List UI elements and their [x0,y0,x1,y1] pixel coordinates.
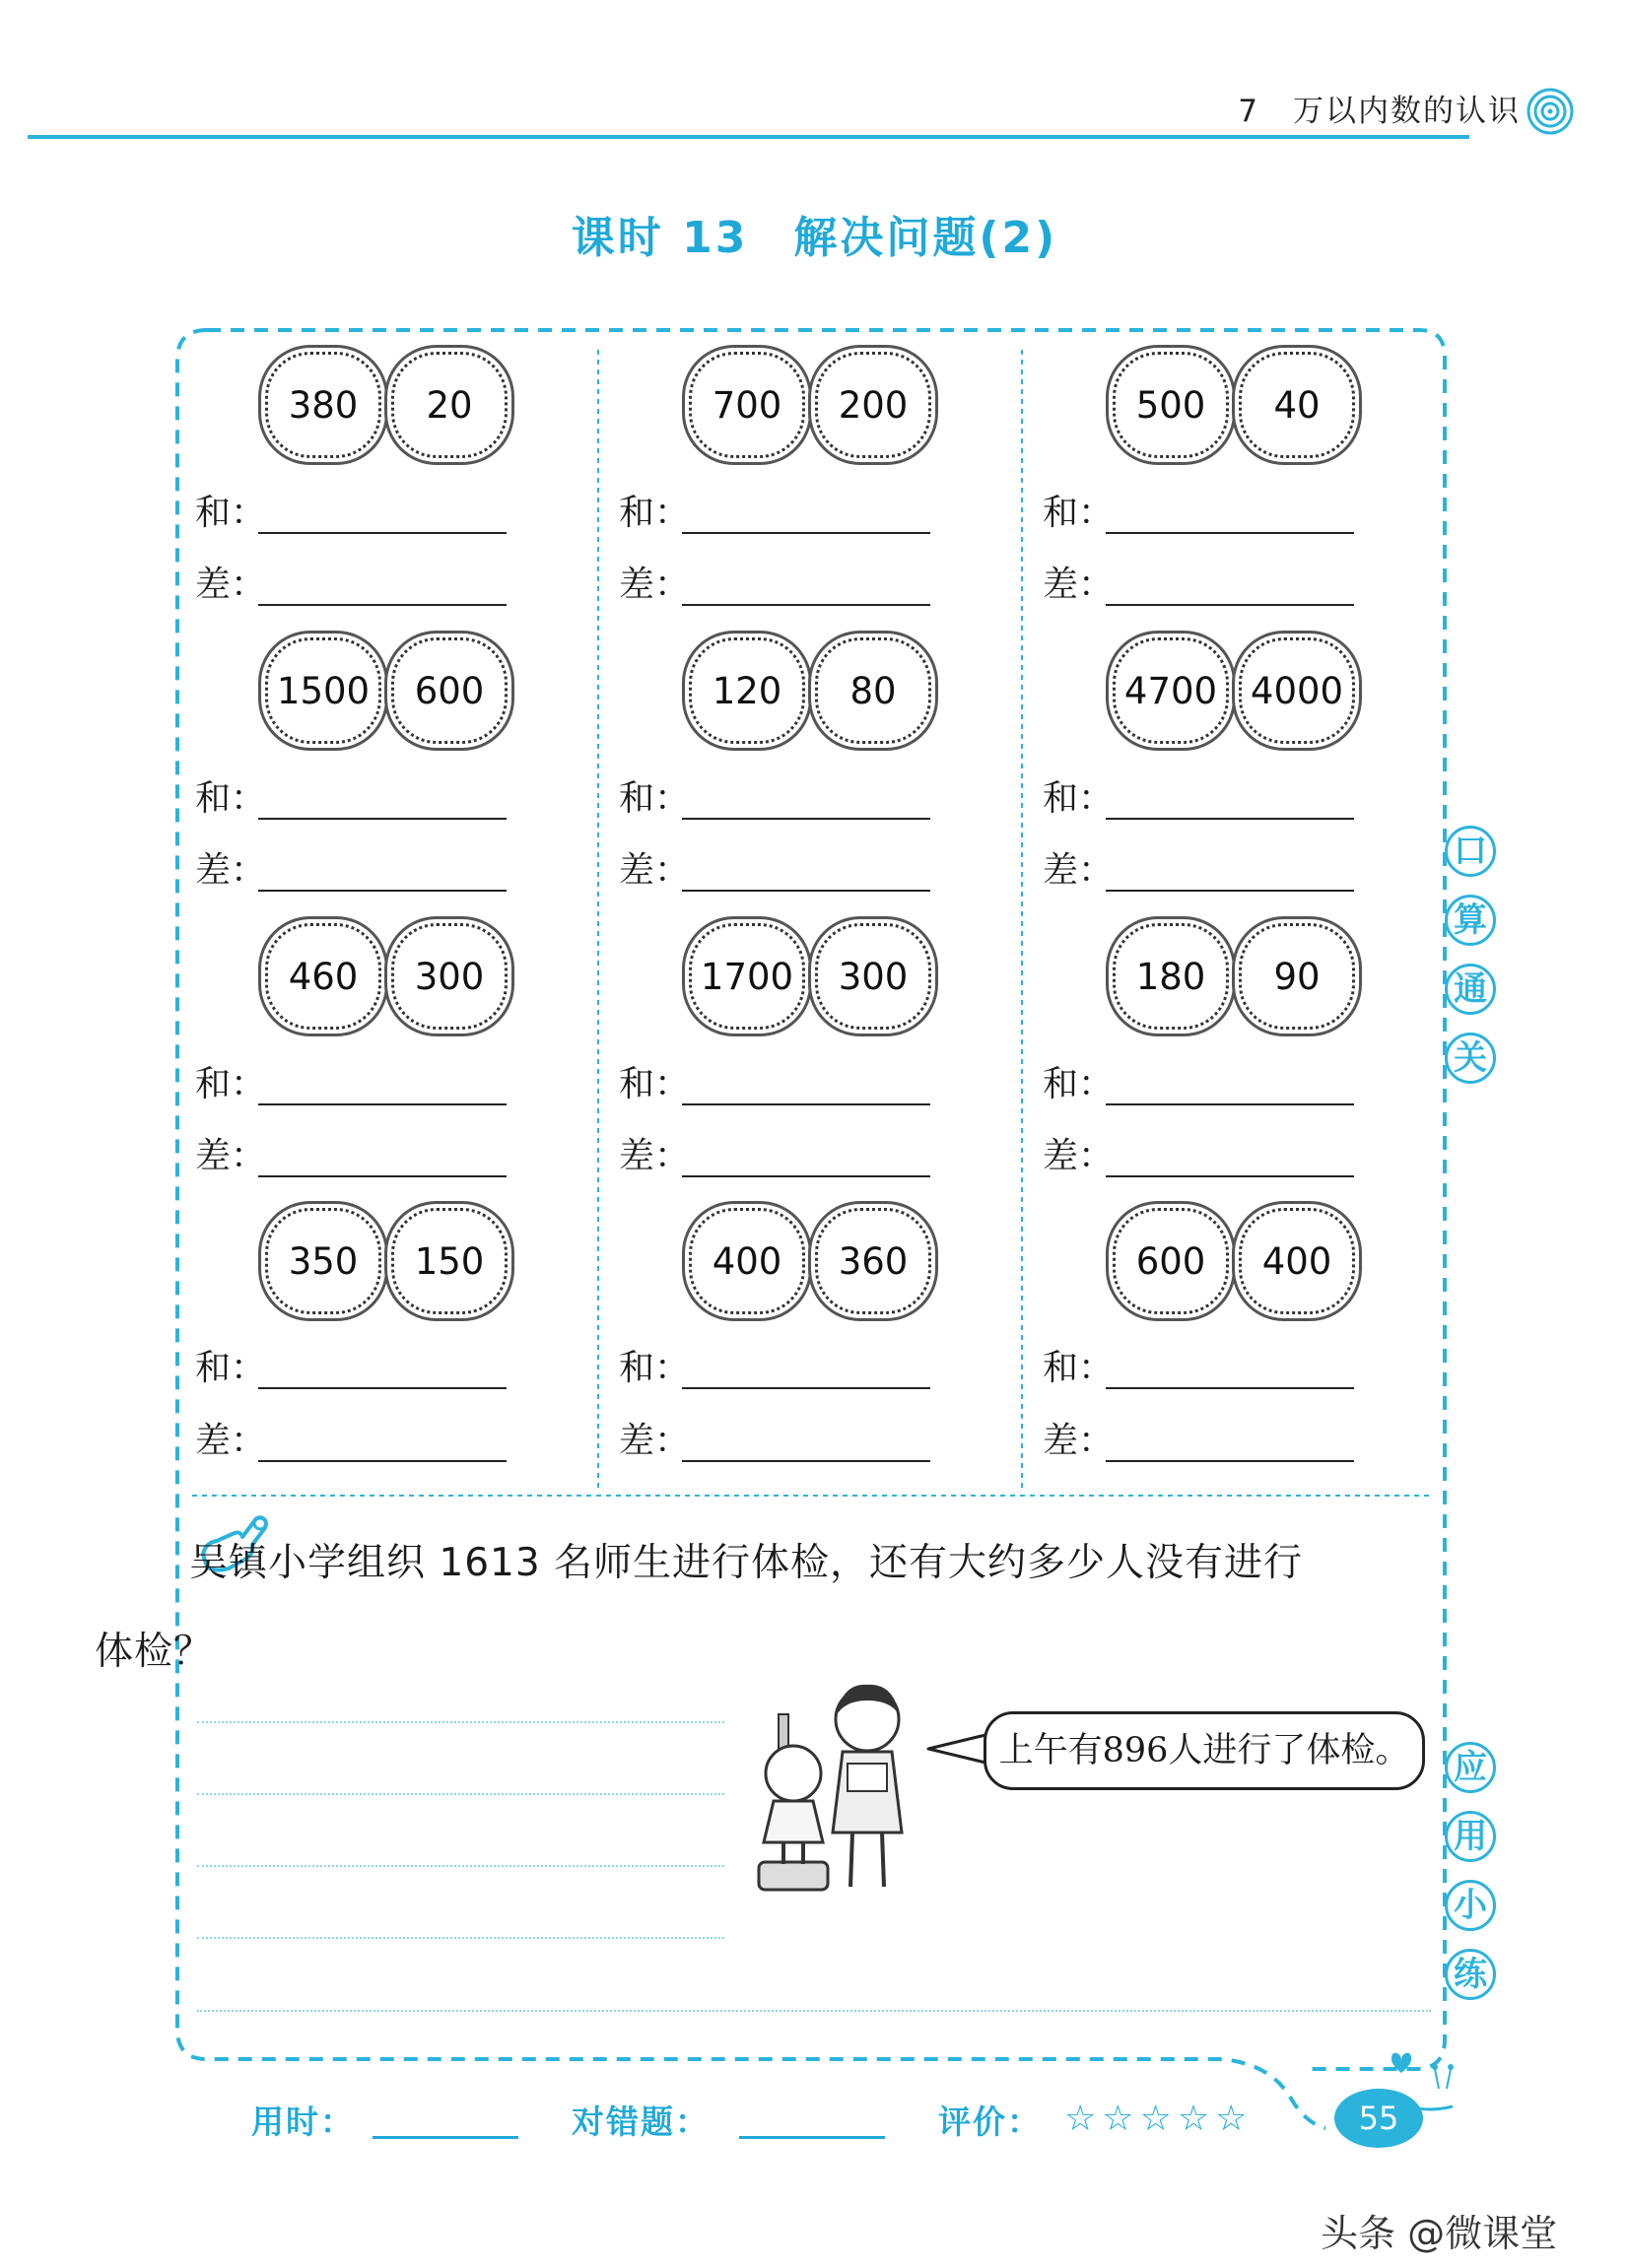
sum-answer[interactable] [195,491,510,536]
sum-answer[interactable] [619,1346,934,1391]
time-field[interactable] [373,2136,518,2139]
difference-answer[interactable] [1043,1419,1358,1464]
sum-answer[interactable] [195,1062,510,1107]
errors-field[interactable] [739,2136,885,2139]
work-line[interactable] [197,2010,1431,2012]
side-tab-char: 应 [1445,1742,1496,1793]
sum-answer[interactable] [1043,1062,1358,1107]
answer-line[interactable] [1106,532,1354,534]
work-line[interactable] [197,1865,724,1867]
chapter-title: 万以内数的认识 [1293,94,1521,129]
answer-line[interactable] [682,1175,930,1177]
difference-label: 差： [195,1136,267,1176]
sum-answer[interactable] [619,776,934,822]
sum-label: 和： [195,1064,267,1104]
number-pair [261,352,508,460]
sum-label: 和： [1043,778,1115,819]
number-bubble: 400 [689,1208,805,1314]
chapter-number: 7 [1238,94,1259,129]
number-bubble: 600 [391,637,508,744]
number-bubble: 600 [1113,1208,1229,1314]
number-bubble: 120 [689,637,805,744]
sum-answer[interactable] [1043,776,1358,822]
sum-label: 和： [619,493,691,533]
answer-line[interactable] [1106,890,1354,892]
time-label: 用时： [251,2102,355,2141]
sum-label: 和： [195,493,267,533]
number-bubble: 20 [391,352,508,458]
sum-answer[interactable] [619,491,934,536]
side-tab-char: 算 [1445,895,1496,946]
difference-answer[interactable] [195,563,510,608]
number-bubble: 300 [391,923,508,1030]
number-bubble: 40 [1239,352,1355,458]
sum-label: 和： [1043,1064,1115,1104]
work-line[interactable] [197,1937,724,1939]
lesson-label: 课时 13 [571,213,749,263]
number-pair [685,637,931,746]
number-pair [261,923,508,1032]
answer-line[interactable] [1106,1175,1354,1177]
side-tab-char: 通 [1445,964,1496,1015]
number-bubble: 80 [815,637,931,744]
number-bubble: 460 [265,923,381,1030]
number-pair [261,1208,508,1316]
number-pair [1109,1208,1355,1316]
answer-line[interactable] [258,1175,507,1177]
sum-label: 和： [1043,1348,1115,1388]
answer-line[interactable] [682,1387,930,1389]
sum-label: 和： [1043,493,1115,533]
difference-label: 差： [619,1421,691,1461]
answer-line[interactable] [1106,818,1354,820]
answer-line[interactable] [258,1387,507,1389]
watermark: 头条 @微课堂 [1321,2212,1558,2255]
sum-label: 和： [619,1348,691,1388]
answer-line[interactable] [682,532,930,534]
number-pair [685,1208,931,1316]
number-pair [685,352,931,460]
answer-line[interactable] [682,604,930,606]
girls-illustration [744,1675,931,1901]
lesson-name: 解决问题(2) [793,213,1058,263]
number-pair [1109,923,1355,1032]
sum-answer[interactable] [1043,1346,1358,1391]
side-tab-char: 口 [1445,826,1496,877]
answer-line[interactable] [1106,1103,1354,1105]
speech-bubble: 上午有896人进行了体检。 [984,1711,1425,1790]
heart-icon [1380,2045,1429,2085]
difference-label: 差： [195,565,267,605]
sum-label: 和： [619,778,691,819]
number-bubble: 1500 [265,637,381,744]
side-tab-char: 关 [1445,1033,1496,1084]
answer-line[interactable] [258,532,507,534]
number-bubble: 4000 [1239,637,1355,744]
difference-answer[interactable] [195,1419,510,1464]
rating-label: 评价： [938,2102,1042,2141]
errors-label: 对错题： [572,2102,710,2141]
speech-pointer-icon [926,1729,987,1768]
difference-answer[interactable] [619,1419,934,1464]
side-tab-application [1445,1742,1504,2018]
difference-label: 差： [619,565,691,605]
number-bubble: 180 [1113,923,1229,1030]
number-pair [685,923,931,1032]
work-line[interactable] [197,1793,724,1795]
answer-line[interactable] [258,1460,507,1462]
answer-line[interactable] [682,890,930,892]
side-tab-char: 用 [1445,1811,1496,1862]
difference-answer[interactable] [1043,848,1358,894]
sum-answer[interactable] [195,776,510,822]
answer-line[interactable] [1106,1387,1354,1389]
sum-answer[interactable] [619,1062,934,1107]
rating-stars[interactable]: ☆☆☆☆☆ [1064,2099,1254,2139]
sum-label: 和： [619,1064,691,1104]
answer-line[interactable] [1106,604,1354,606]
answer-line[interactable] [258,1103,507,1105]
difference-answer[interactable] [1043,563,1358,608]
number-pair [1109,352,1355,460]
sum-answer[interactable] [1043,491,1358,536]
answer-line[interactable] [682,1103,930,1105]
answer-line[interactable] [1106,1460,1354,1462]
number-pair [261,637,508,746]
answer-line[interactable] [258,604,507,606]
difference-answer[interactable] [1043,1134,1358,1179]
sum-label: 和： [195,778,267,819]
difference-label: 差： [1043,1136,1115,1176]
number-bubble: 200 [815,352,931,458]
sum-answer[interactable] [195,1346,510,1391]
difference-answer[interactable] [619,563,934,608]
difference-answer[interactable] [619,1134,934,1179]
number-bubble: 150 [391,1208,508,1314]
difference-label: 差： [1043,565,1115,605]
difference-answer[interactable] [195,1134,510,1179]
number-bubble: 300 [815,923,931,1030]
side-tab-char: 小 [1445,1880,1496,1931]
sum-label: 和： [195,1348,267,1388]
difference-answer[interactable] [195,848,510,894]
number-pair [1109,637,1355,746]
difference-label: 差： [195,850,267,891]
page-number: 55 [1334,2089,1423,2148]
side-tab-oral-calc [1445,826,1504,1101]
number-bubble: 350 [265,1208,381,1314]
word-problem-text: 吴镇小学组织 1613 名师生进行体检，还有大约多少人没有进行体检？ [95,1541,1304,1674]
number-bubble: 4700 [1113,637,1229,744]
difference-answer[interactable] [619,848,934,894]
difference-label: 差： [619,850,691,891]
number-bubble: 500 [1113,352,1229,458]
number-bubble: 1700 [689,923,805,1030]
work-line[interactable] [197,1721,724,1723]
answer-line[interactable] [682,1460,930,1462]
difference-label: 差： [1043,850,1115,891]
answer-line[interactable] [258,818,507,820]
number-bubble: 380 [265,352,381,458]
answer-line[interactable] [682,818,930,820]
number-bubble: 700 [689,352,805,458]
difference-label: 差： [619,1136,691,1176]
difference-label: 差： [1043,1421,1115,1461]
side-tab-char: 练 [1445,1949,1496,2000]
difference-label: 差： [195,1421,267,1461]
number-bubble: 360 [815,1208,931,1314]
number-bubble: 400 [1239,1208,1355,1314]
answer-line[interactable] [258,890,507,892]
number-bubble: 90 [1239,923,1355,1030]
